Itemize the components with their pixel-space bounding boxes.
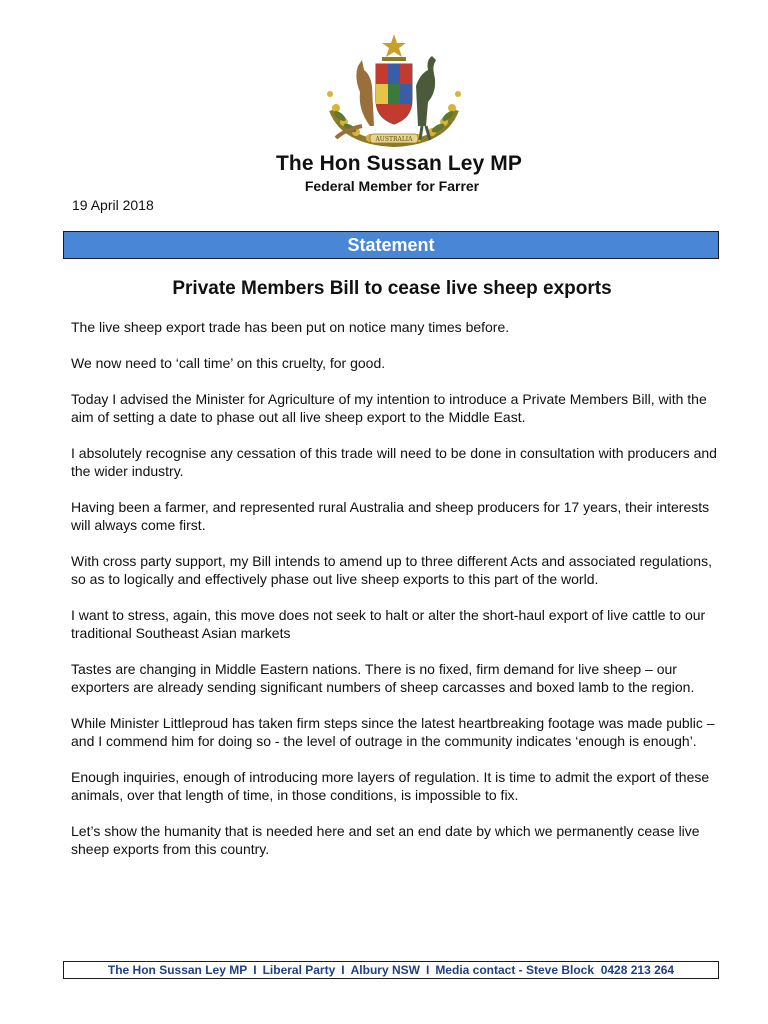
footer-separator: I [253, 963, 257, 977]
statement-body [71, 318, 721, 876]
body-paragraph: Let’s show the humanity that is needed here and set an end date by which we permanently cease live sheep exports from this country. [71, 823, 700, 857]
footer-party: Liberal Party [262, 963, 336, 977]
body-paragraph: Tastes are changing in Middle Eastern nations. There is no fixed, firm demand for live sheep – our exporters are already sending significant numbers of sheep carcasses and boxed lamb to the region. [71, 661, 695, 695]
member-role: Federal Member for Farrer [304, 178, 480, 194]
body-paragraph: I absolutely recognise any cessation of this trade will need to be done in consultation with producers and the wider industry. [71, 445, 717, 479]
body-paragraph: While Minister Littleproud has taken firm steps since the latest heartbreaking footage was made public – and I commend him for doing so - the level of outrage in the community indicates ‘enough is enough’. [71, 715, 715, 749]
member-name: The Hon Sussan Ley MP [276, 152, 522, 175]
body-paragraph: Today I advised the Minister for Agriculture of my intention to introduce a Private Members Bill, with the aim of setting a date to phase out all live sheep export to the Middle East. [71, 391, 707, 425]
statement-headline: Private Members Bill to cease live sheep exports [172, 278, 612, 299]
page-footer [63, 961, 719, 979]
footer-separator: I [341, 963, 345, 977]
footer-name: The Hon Sussan Ley MP [107, 963, 248, 977]
footer-separator: I [425, 963, 430, 977]
statement-date: 19 April 2018 [72, 197, 154, 213]
body-paragraph: We now need to ‘call time’ on this cruelty, for good. [71, 355, 386, 371]
footer-location: Albury NSW [350, 963, 420, 977]
statement-banner: Statement [63, 231, 719, 259]
body-paragraph: With cross party support, my Bill intends to amend up to three different Acts and associated regulations, so as to logically and effectively phase out live sheep exports to this part of the world. [71, 553, 712, 587]
body-paragraph: Enough inquiries, enough of introducing more layers of regulation. It is time to admit the export of these animals, over that length of time, in those conditions, is impossible to fix. [71, 769, 710, 803]
footer-media-contact: Media contact - Steve Block 0428 213 264 [435, 963, 675, 977]
svg-text:AUSTRALIA: AUSTRALIA [375, 136, 413, 143]
body-paragraph: Having been a farmer, and represented rural Australia and sheep producers for 17 years, their interests will always come first. [71, 499, 710, 533]
body-paragraph: I want to stress, again, this move does not seek to halt or alter the short-haul export of live cattle to our traditional Southeast Asian markets [71, 607, 706, 641]
body-paragraph: The live sheep export trade has been put on notice many times before. [71, 319, 510, 335]
coat-of-arms-icon [314, 30, 474, 154]
